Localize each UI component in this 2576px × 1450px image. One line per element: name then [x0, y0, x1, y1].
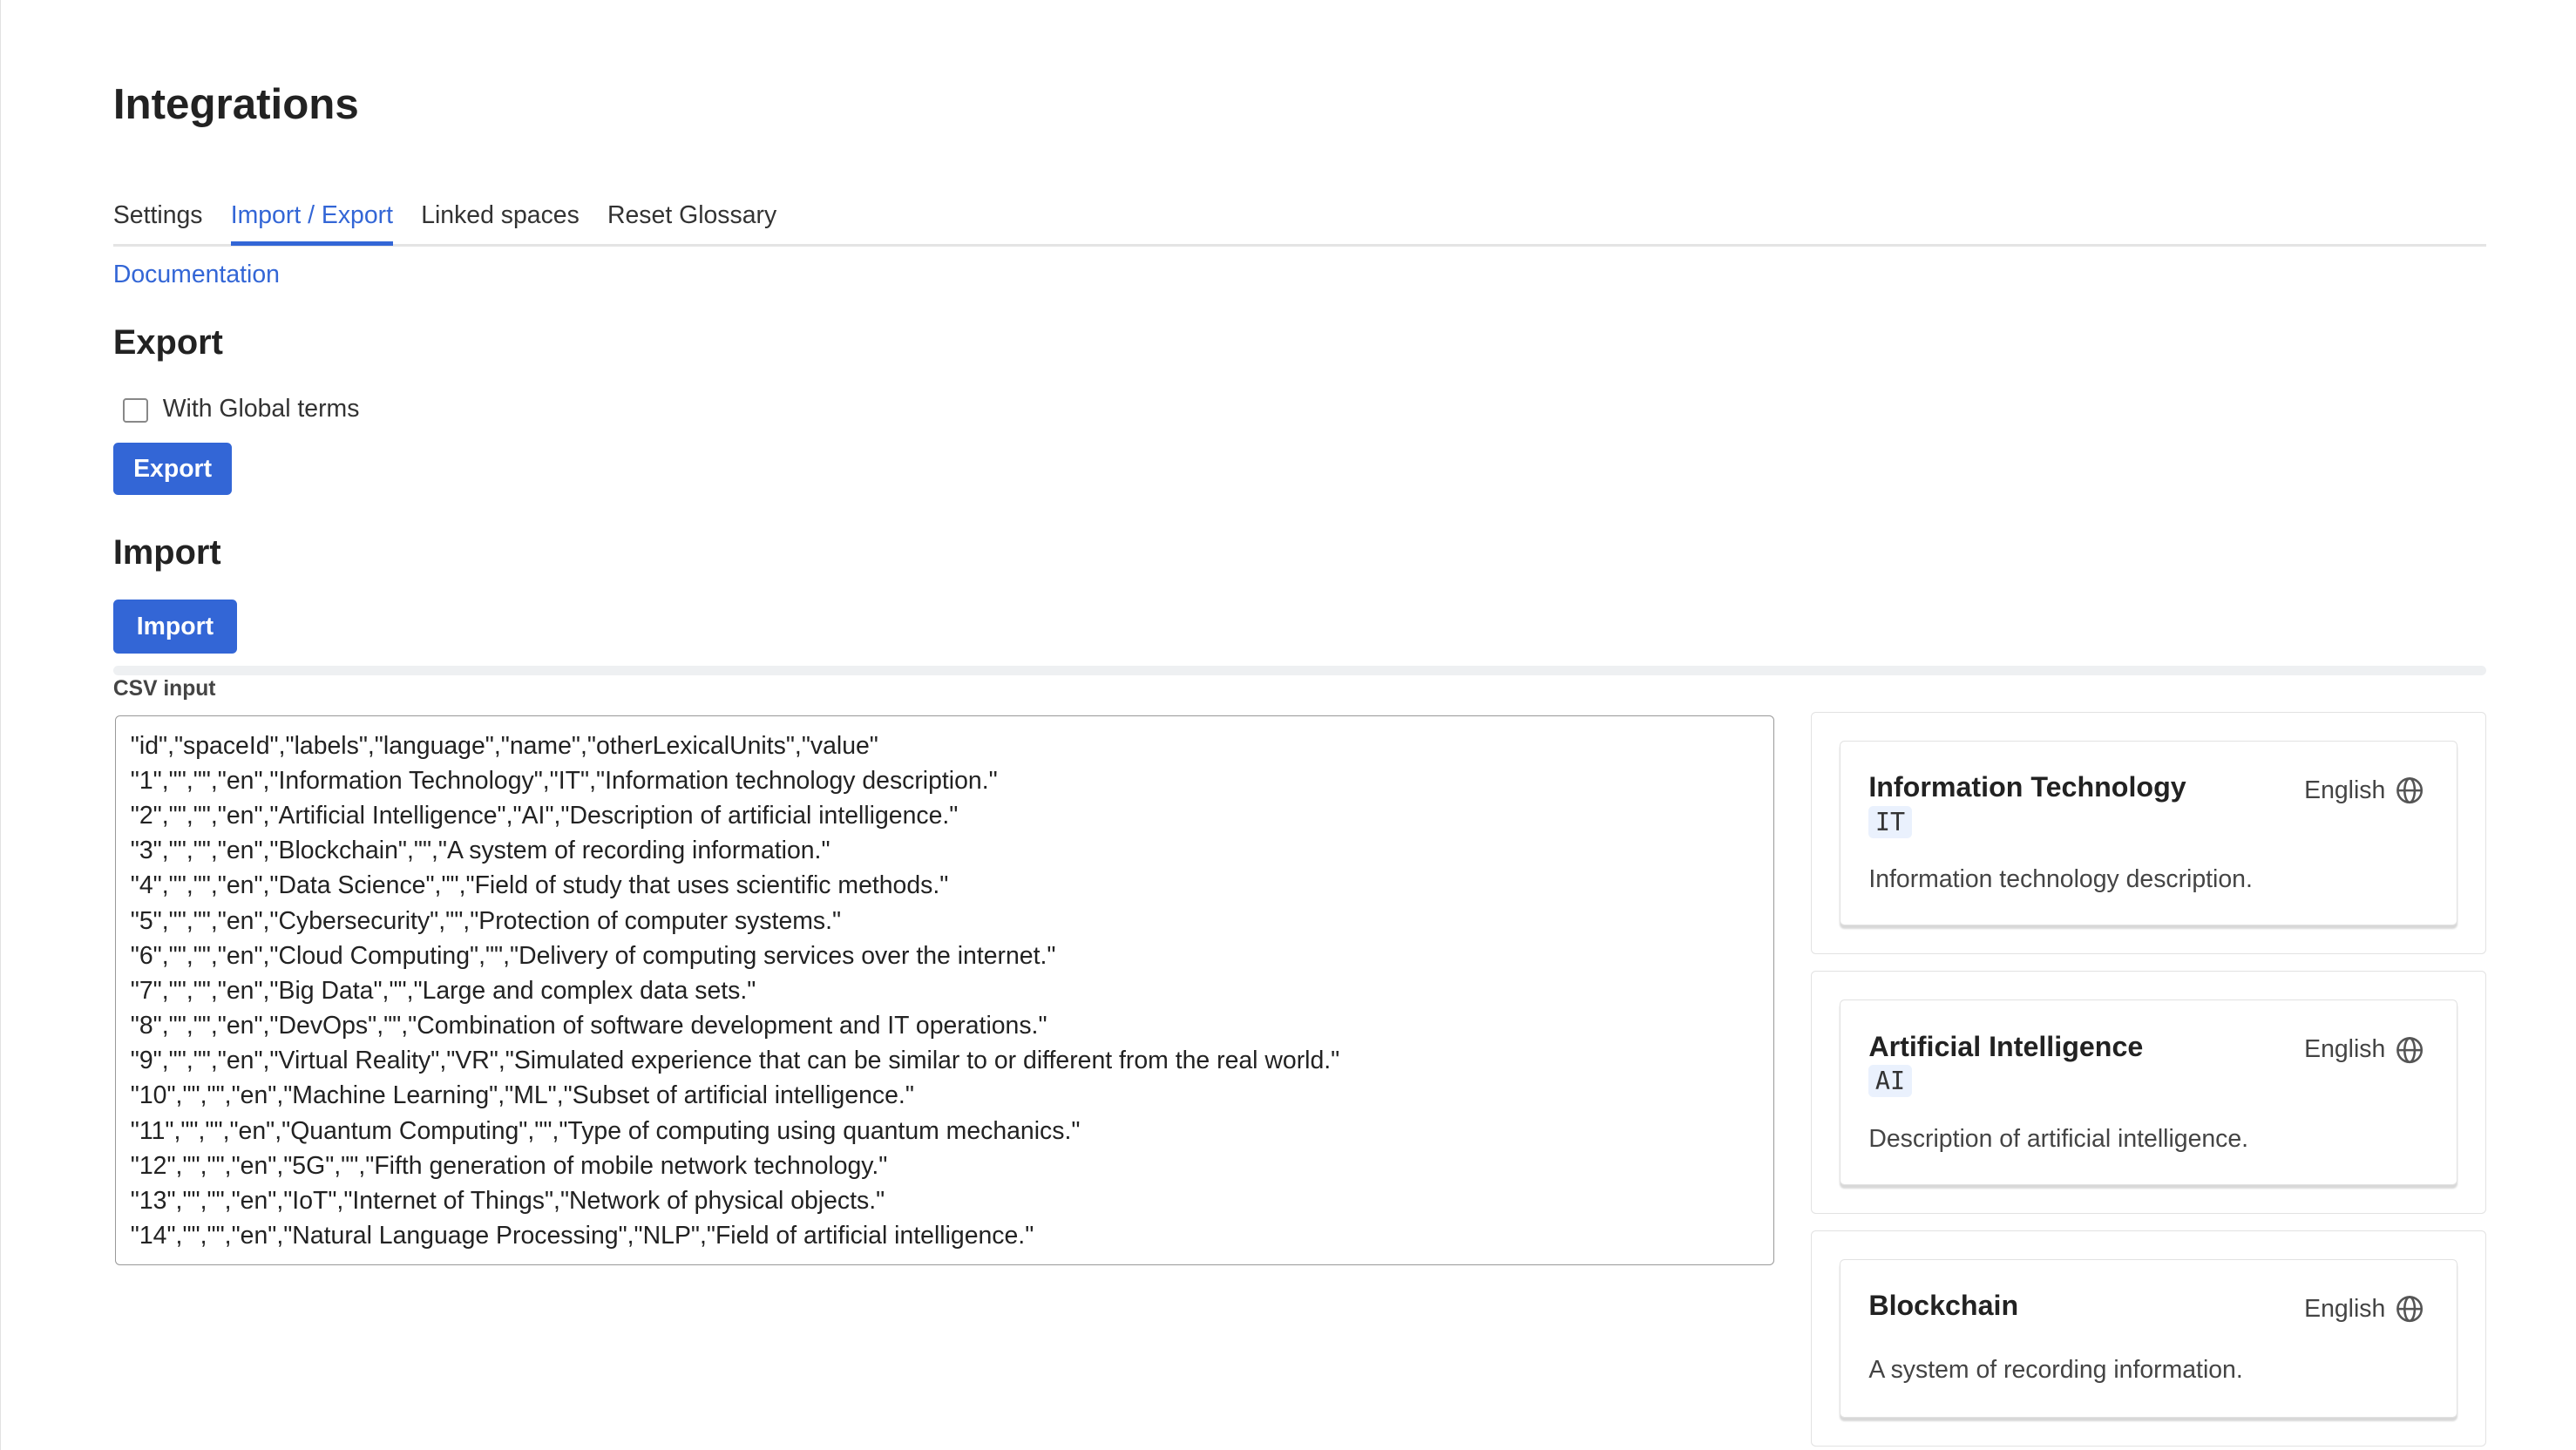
csv-input-label: CSV input — [112, 676, 216, 701]
csv-line: "8","","","en","DevOps","","Combination of software development and IT operations." — [130, 1012, 1047, 1040]
term-name: Blockchain — [1868, 1290, 2019, 1322]
tab-import-export[interactable]: Import / Export — [231, 198, 393, 245]
import-progress-bar — [113, 666, 2486, 675]
term-card[interactable] — [1811, 971, 2486, 1214]
term-language — [2304, 1035, 2423, 1064]
term-abbreviation: AI — [1868, 1065, 1911, 1097]
globe-icon — [2396, 1295, 2423, 1323]
term-language-label: English — [2304, 1294, 2386, 1323]
term-card[interactable] — [1811, 1230, 2486, 1447]
term-name: Information Technology — [1868, 771, 2186, 803]
csv-line: "14","","","en","Natural Language Processing","NLP","Field of artificial intelligence." — [130, 1222, 1034, 1250]
import-button[interactable]: Import — [113, 600, 237, 654]
term-language-label: English — [2304, 1035, 2386, 1064]
export-heading: Export — [112, 323, 223, 362]
term-description: A system of recording information. — [1868, 1355, 2243, 1384]
term-description: Information technology description. — [1868, 865, 2253, 894]
term-card-body — [1840, 1259, 2457, 1418]
tab-settings[interactable]: Settings — [112, 201, 203, 230]
globe-icon — [2396, 776, 2423, 804]
csv-line: "11","","","en","Quantum Computing","","Type of computing using quantum mechanics." — [130, 1116, 1081, 1145]
term-abbreviation: IT — [1868, 806, 1911, 838]
term-language — [2304, 1295, 2423, 1324]
csv-line: "13","","","en","IoT","Internet of Things","Network of physical objects." — [130, 1186, 885, 1215]
csv-line: "id","spaceId","labels","language","name","otherLexicalUnits","value" — [130, 731, 878, 760]
global-terms-label[interactable]: With Global terms — [162, 394, 360, 423]
csv-line: "12","","","en","5G","","Fifth generation of mobile network technology." — [130, 1151, 888, 1180]
csv-line: "3","","","en","Blockchain","","A system of recording information." — [130, 837, 830, 865]
term-description: Description of artificial intelligence. — [1868, 1124, 2249, 1153]
tab-reset-glossary[interactable]: Reset Glossary — [607, 201, 777, 230]
term-card-body — [1840, 999, 2457, 1184]
documentation-link[interactable]: Documentation — [112, 261, 280, 289]
term-language-label: English — [2304, 776, 2386, 804]
csv-input-textarea[interactable] — [115, 715, 1774, 1265]
csv-line: "6","","","en","Cloud Computing","","Delivery of computing services over the internet." — [130, 941, 1056, 970]
term-card[interactable] — [1811, 712, 2486, 955]
import-heading: Import — [112, 533, 221, 573]
export-button[interactable]: Export — [113, 443, 232, 496]
tab-linked-spaces[interactable]: Linked spaces — [421, 201, 580, 230]
csv-line: "4","","","en","Data Science","","Field of study that uses scientific methods." — [130, 871, 949, 900]
csv-line: "7","","","en","Big Data","","Large and complex data sets." — [130, 976, 756, 1005]
csv-line: "10","","","en","Machine Learning","ML","Subset of artificial intelligence." — [130, 1081, 914, 1110]
globe-icon — [2396, 1036, 2423, 1064]
tab-bar — [113, 198, 2486, 247]
csv-line: "5","","","en","Cybersecurity","","Protection of computer systems." — [130, 906, 842, 935]
term-name: Artificial Intelligence — [1868, 1030, 2144, 1062]
page-title: Integrations — [112, 79, 359, 128]
term-language — [2304, 776, 2423, 805]
csv-line: "1","","","en","Information Technology","IT","Information technology description." — [130, 766, 998, 795]
global-terms-checkbox[interactable] — [123, 398, 148, 423]
term-card-body — [1840, 741, 2457, 925]
csv-line: "9","","","en","Virtual Reality","VR","Simulated experience that can be similar to or different from the real world." — [130, 1047, 1340, 1075]
csv-line: "2","","","en","Artificial Intelligence","AI","Description of artificial intelligence." — [130, 802, 959, 830]
